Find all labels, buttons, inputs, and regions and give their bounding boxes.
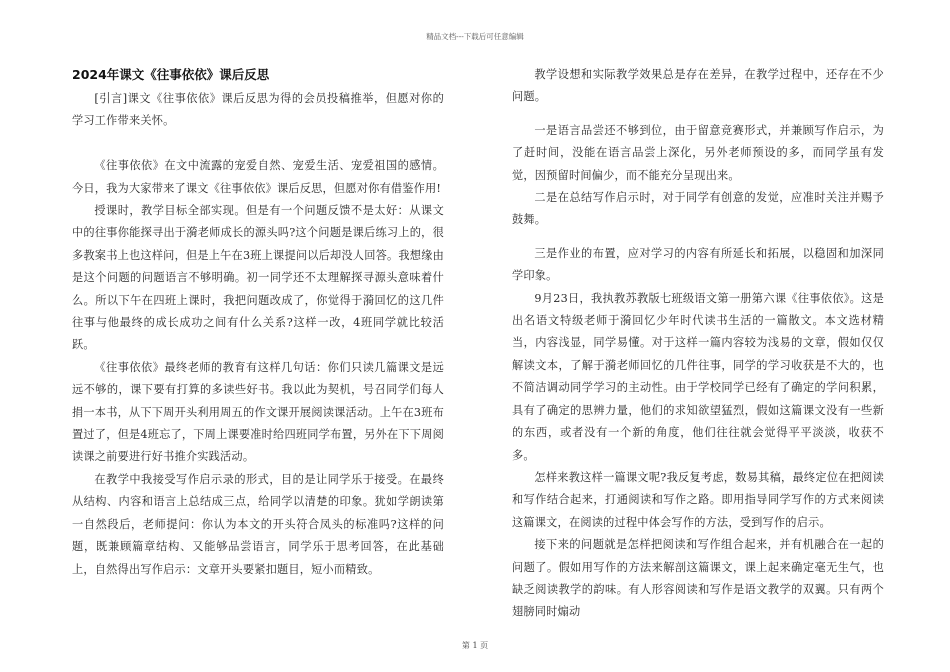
paragraph: 在教学中我接受写作启示录的形式，目的是让同学乐于接受。在最终从结构、内容和语言上总结成三点，给同学以清楚的印象。犹如学朗读第一自然段后，老师提问：你认为本文的开头符合凤头的标准吗?这样的问题，既兼顾篇章结构、又能够品尝语言，同学乐于思考回答，在此基础上，自然得出写作启示：文章开头要紧扣题目，短小而精致。 bbox=[72, 472, 444, 576]
paragraph-gap bbox=[512, 232, 884, 243]
paragraph: 一是语言品尝还不够到位，由于留意竞赛形式，并兼顾写作启示，为了赶时间，没能在语言品尝上深化，另外老师预设的多，而同学虽有发觉，因预留时间偏少，而不能充分呈现出来。 bbox=[512, 123, 884, 182]
left-column bbox=[72, 64, 444, 581]
paragraph: 《往事依依》在文中流露的宠爱自然、宠爱生活、宠爱祖国的感情。今日，我为大家带来了课文《往事依依》课后反思，但愿对你有借鉴作用! bbox=[72, 159, 444, 195]
article-title: 2024年课文《往事依依》课后反思 bbox=[72, 67, 270, 82]
paragraph: 二是在总结写作启示时，对于同学有创意的发觉，应准时关注并赐予鼓舞。 bbox=[512, 191, 884, 227]
right-column bbox=[512, 64, 884, 624]
paragraph: 教学设想和实际教学效果总是存在差异，在教学过程中，还存在不少问题。 bbox=[512, 68, 884, 104]
paragraph: 怎样来教这样一篇课文呢?我反复考虑，数易其稿，最终定位在把阅读和写作结合起来，打通阅读和写作之路。即用指导同学写作的方式来阅读这篇课文，在阅读的过程中体会写作的方法，受到写作的启示。 bbox=[512, 470, 884, 529]
paragraph: 《往事依依》最终老师的教育有这样几句话：你们只读几篇课文是远远不够的，课下要有打算的多读些好书。我以此为契机，号召同学们每人捐一本书，从下下周开头利用周五的作文课开展阅读课活动。上午在3班布置过了，但是4班忘了，下周上课要准时给四班同学布置，另外在下下周阅读课之前要进行好书推介实践活动。 bbox=[72, 360, 444, 464]
paragraph: 三是作业的布置，应对学习的内容有所延长和拓展，以稳固和加深同学印象。 bbox=[512, 246, 884, 283]
page-header: 精品文档---下载后可任意编辑 bbox=[426, 32, 524, 41]
paragraph-gap bbox=[72, 133, 444, 155]
paragraph: 接下来的问题就是怎样把阅读和写作组合起来，并有机融合在一起的问题了。假如用写作的方法来解剖这篇课文，课上起来确定毫无生气，也缺乏阅读教学的韵味。有人形容阅读和写作是语文教学的双翼。只有两个翅膀同时煽动 bbox=[512, 538, 884, 619]
intro-paragraph: [引言]课文《往事依依》课后反思为得的会员投稿推举，但愿对你的学习工作带来关怀。 bbox=[72, 92, 444, 128]
paragraph: 授课时，教学目标全部实现。但是有一个问题反馈不是太好：从课文中的往事你能探寻出于漪老师成长的源头吗?这个问题是课后练习上的，很多教案书上也这样问，但是上午在3班上课提问以后却没人回答。我想缘由是这个问题的问题语言不够明确。初一同学还不太理解探寻源头意味着什么。所以下午在四班上课时，我把问题改成了，你觉得于漪回忆的这几件往事与他最终的成长成功之间有什么关系?这样一改，4班同学就比较活跃。 bbox=[72, 204, 444, 352]
page-number: 第 1 页 bbox=[461, 641, 489, 650]
paragraph: 9月23日，我执教苏教版七班级语文第一册第六课《往事依依》。这是出名语文特级老师于漪回忆少年时代读书生活的一篇散文。本文选材精当，内容浅显，同学易懂。对于这样一篇内容较为浅易的文章，假如仅仅解读文本，了解于漪老师回忆的几件往事，同学的学习收获是不大的，也不简洁调动同学学习的主动性。由于学校同学已经有了确定的学问积累，具有了确定的思辨力量，他们的求知欲望猛烈，假如这篇课文没有一些新的东西，或者没有一个新的角度，他们往往就会觉得平平淡淡，收获不多。 bbox=[512, 291, 884, 462]
paragraph-gap bbox=[512, 109, 884, 120]
